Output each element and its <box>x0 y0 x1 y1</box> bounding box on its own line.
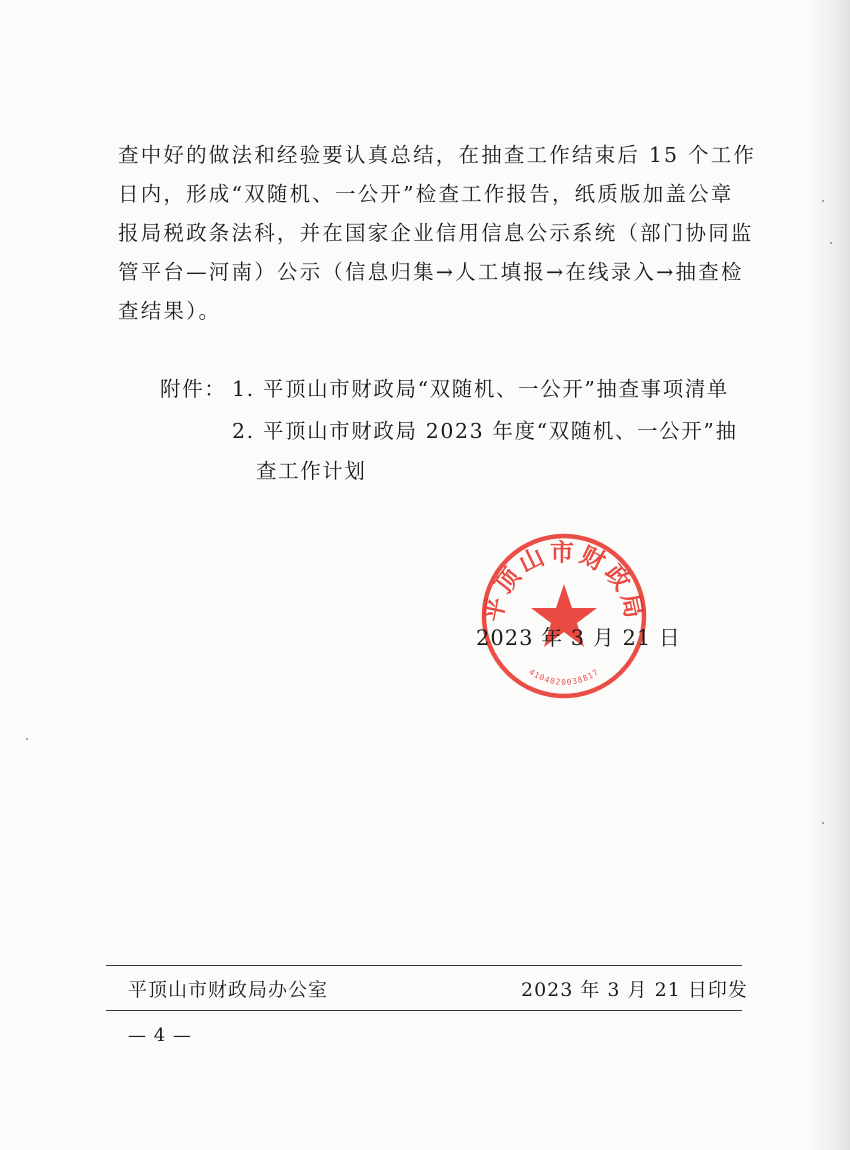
scan-speck <box>830 242 832 244</box>
body-paragraph <box>118 136 758 331</box>
body-line: 查结果）。 <box>118 299 222 323</box>
official-seal <box>478 530 650 702</box>
attachment-item-1: 1. 平顶山市财政局“双随机、一公开”抽查事项清单 <box>232 377 730 401</box>
seal-code-text: 4104020038817 <box>527 667 601 687</box>
body-line: 查中好的做法和经验要认真总结，在抽查工作结束后 15 个工作 <box>118 143 757 167</box>
body-line: 管平台—河南）公示（信息归集→人工填报→在线录入→抽查检 <box>118 260 744 284</box>
footer-issuer: 平顶山市财政局办公室 <box>128 979 329 1001</box>
scan-speck <box>822 200 824 202</box>
body-line: 报局税政条法科，并在国家企业信用信息公示系统（部门协同监 <box>118 221 754 245</box>
signature-date: 2023 年 3 月 21 日 <box>476 626 681 650</box>
attachment-item-2-line-2: 查工作计划 <box>256 459 367 483</box>
attachment-item-2-line-1: 2. 平顶山市财政局 2023 年度“双随机、一公开”抽 <box>232 419 738 443</box>
footer-issue-date: 2023 年 3 月 21 日印发 <box>521 979 748 1001</box>
scan-edge-shadow <box>808 0 850 1150</box>
scan-speck <box>822 822 824 824</box>
footer-bottom-rule <box>106 1010 742 1011</box>
seal-name-text: 平顶山市财政局 <box>478 537 650 625</box>
body-line: 日内，形成“双随机、一公开”检查工作报告，纸质版加盖公章 <box>118 182 734 206</box>
page-number: — 4 — <box>128 1025 192 1046</box>
attachments-label: 附件： <box>160 377 227 401</box>
scan-speck <box>26 738 28 740</box>
footer-top-rule <box>106 965 742 966</box>
